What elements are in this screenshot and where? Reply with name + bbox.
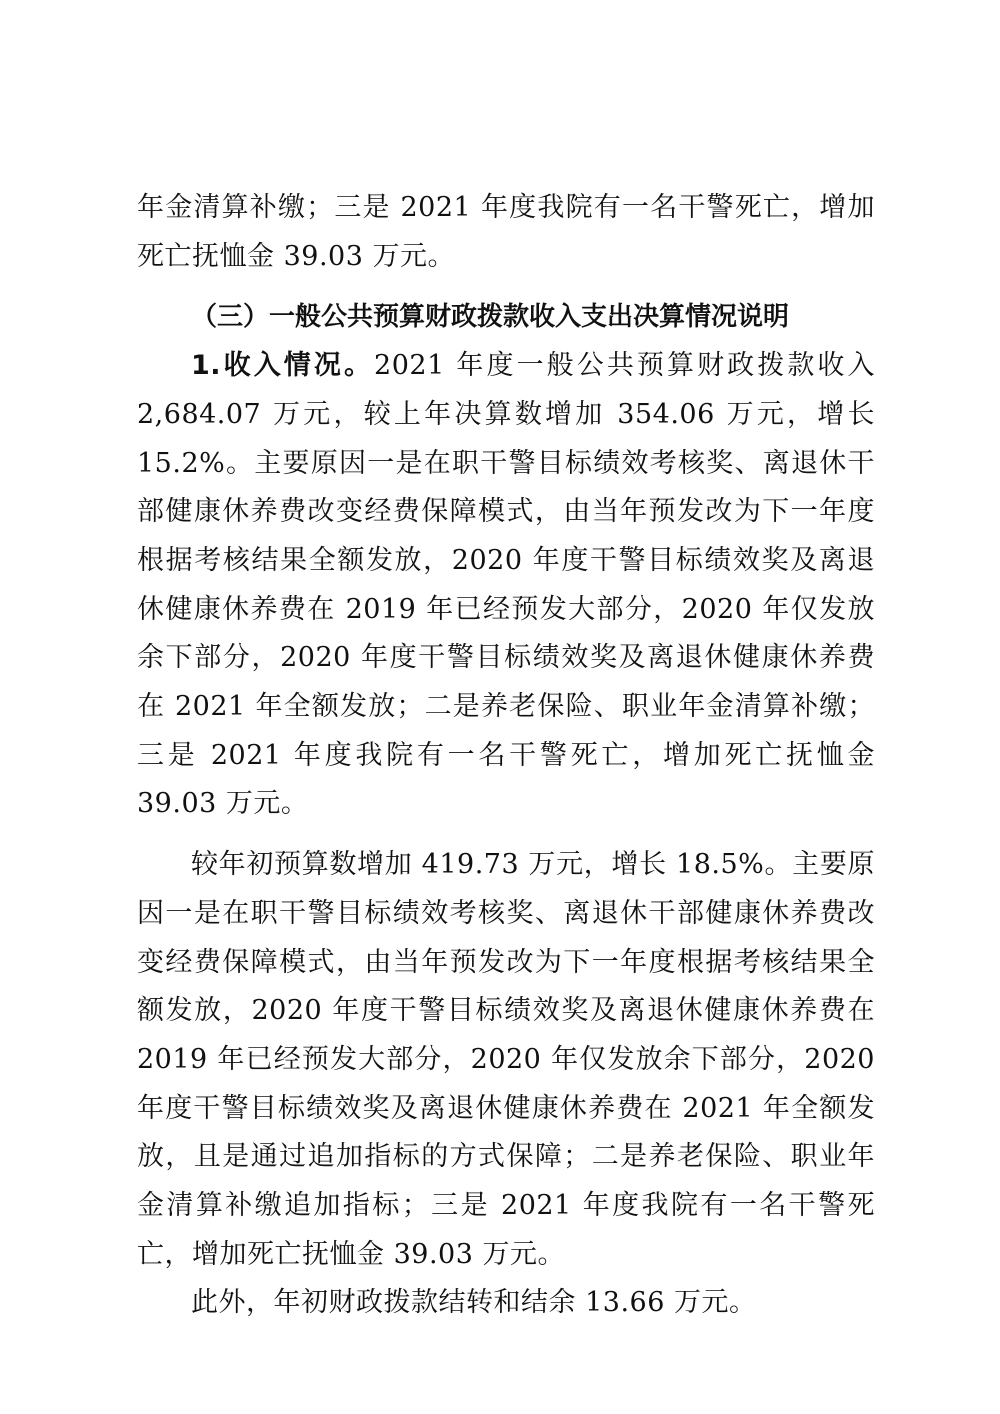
income-text: 2021 年度一般公共预算财政拨款收入 2,684.07 万元，较上年决算数增加 354.06 万元，增长 15.2%。主要原因一是在职干警目标绩效考核奖、离退休干部健康休养费改变经费保障模式，由当年预发改为下一年度根据考核结果全额发放，2020 年度干警目标绩效奖及离退休健康休养费在 2019 年已经预发大部分，2020 年仅发放余下部分，2020 年度干警目标绩效奖及离退休健康休养费在 2021 年全额发放；二是养老保险、职业年金清算补缴；三是 2021 年度我院有一名干警死亡，增加死亡抚恤金 39.03 万元。 (137, 350, 876, 820)
carryover-paragraph: 此外，年初财政拨款结转和结余 13.66 万元。 (191, 1287, 757, 1319)
document-body (137, 184, 875, 1328)
income-lead: 1.收入情况。 (191, 350, 375, 382)
income-paragraph (137, 342, 875, 829)
section-heading: （三）一般公共预算财政拨款收入支出决算情况说明 (191, 302, 790, 333)
continuation-paragraph: 年金清算补缴；三是 2021 年度我院有一名干警死亡，增加死亡抚恤金 39.03 万元。 (137, 192, 875, 272)
budget-compare-paragraph: 较年初预算数增加 419.73 万元，增长 18.5%。主要原因一是在职干警目标绩效考核奖、离退休干部健康休养费改变经费保障模式，由当年预发改为下一年度根据考核结果全额发放，2020 年度干警目标绩效奖及离退休健康休养费在 2019 年已经预发大部分，2020 年仅发放余下部分，2020 年度干警目标绩效奖及离退休健康休养费在 2021 年全额发放，且是通过追加指标的方式保障；二是养老保险、职业年金清算补缴追加指标；三是 2021 年度我院有一名干警死亡，增加死亡抚恤金 39.03 万元。 (137, 849, 875, 1270)
